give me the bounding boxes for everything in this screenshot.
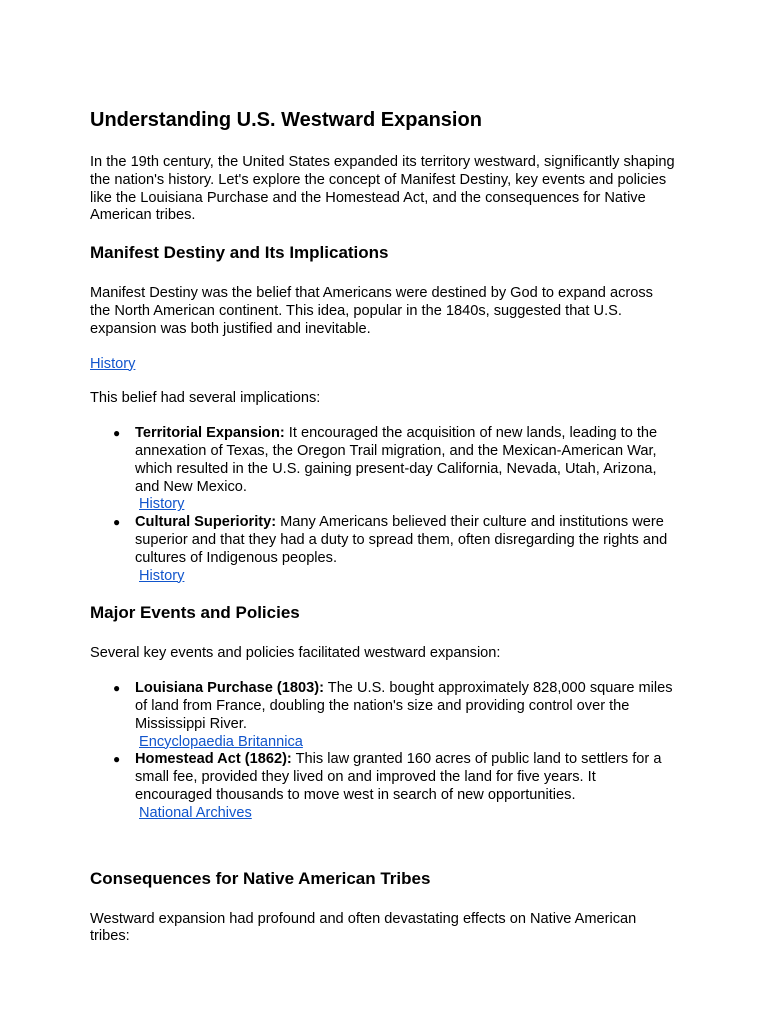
major-events-lead: Several key events and policies facilitated westward expansion: <box>90 645 501 662</box>
list-item-term: Cultural Superiority: <box>135 514 277 531</box>
list-item <box>113 425 676 514</box>
list-item-text: The U.S. bought approximately 828,000 square miles of land from France, doubling the nation's size and providing control over the Mississippi River. <box>135 680 673 732</box>
list-item-term: Territorial Expansion: <box>135 425 285 442</box>
list-item-term: Louisiana Purchase (1803): <box>135 680 324 697</box>
cultural-superiority-history-link[interactable]: History <box>139 567 185 584</box>
territorial-expansion-history-link[interactable]: History <box>139 496 185 513</box>
implications-lead: This belief had several implications: <box>90 390 321 407</box>
list-item <box>113 680 676 751</box>
list-item <box>113 751 676 822</box>
national-archives-link[interactable]: National Archives <box>139 804 252 821</box>
implications-list <box>90 425 676 585</box>
bullet-icon: ● <box>113 681 121 696</box>
section-heading-major-events: Major Events and Policies <box>90 603 300 623</box>
bullet-icon: ● <box>113 426 121 441</box>
section-heading-manifest-destiny: Manifest Destiny and Its Implications <box>90 243 389 263</box>
list-item-text: This law granted 160 acres of public land to settlers for a small fee, provided they lived on and improved the land for five years. It encouraged thousands to move west in search of new opportunities. <box>135 751 662 803</box>
list-item-text: It encouraged the acquisition of new lands, leading to the annexation of Texas, the Oregon Trail migration, and the Mexican-American War, which resulted in the U.S. gaining present-day California, Nevada, Utah, Arizona, and New Mexico. <box>135 425 658 495</box>
history-link-paragraph <box>90 356 676 374</box>
list-item <box>113 514 676 585</box>
intro-paragraph: In the 19th century, the United States expanded its territory westward, significantly shaping the nation's history. Let's explore the concept of Manifest Destiny, key events and policies like the Louisiana Purchase and the Homestead Act, and the consequences for Native American tribes. <box>90 154 675 224</box>
events-list <box>90 680 676 822</box>
document-title: Understanding U.S. Westward Expansion <box>90 109 482 131</box>
list-item-term: Homestead Act (1862): <box>135 751 292 768</box>
consequences-paragraph: Westward expansion had profound and often devastating effects on Native American tribes: <box>90 910 637 945</box>
bullet-icon: ● <box>113 515 121 530</box>
bullet-icon: ● <box>113 752 121 767</box>
section-heading-consequences: Consequences for Native American Tribes <box>90 868 431 888</box>
manifest-destiny-paragraph: Manifest Destiny was the belief that Americans were destined by God to expand across the North American continent. This idea, popular in the 1840s, suggested that U.S. expansion was both justified and inevitable. <box>90 285 653 337</box>
spacer <box>90 840 676 868</box>
list-item-text: Many Americans believed their culture and institutions were superior and that they had a duty to spread them, often disregarding the rights and cultures of Indigenous peoples. <box>135 514 668 566</box>
britannica-link[interactable]: Encyclopaedia Britannica <box>139 733 303 750</box>
history-source-link[interactable]: History <box>90 355 136 372</box>
